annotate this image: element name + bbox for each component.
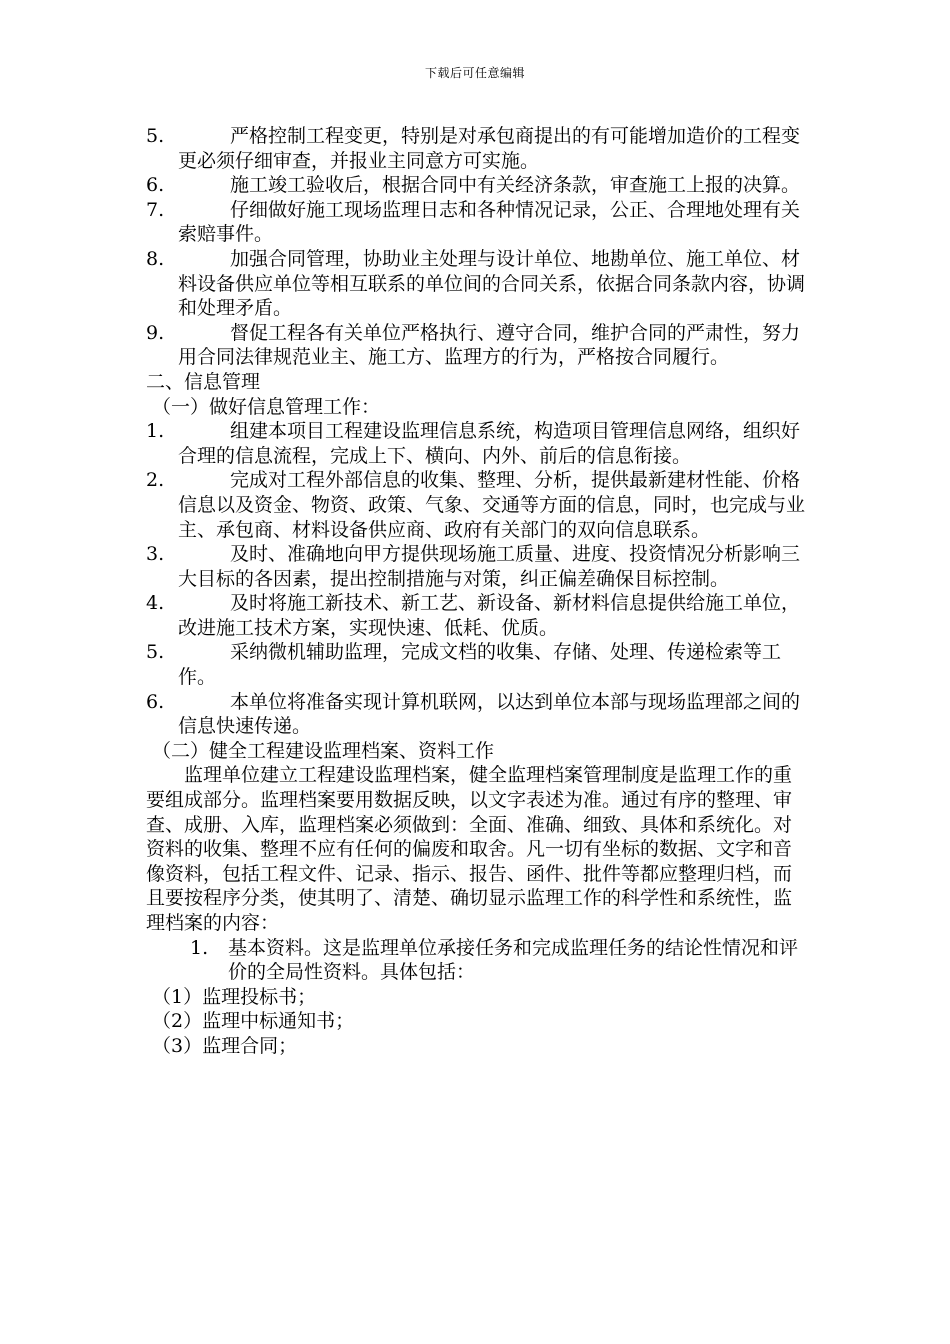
item-number: 6. — [146, 690, 165, 713]
subsection-heading-archive: （二）健全工程建设监理档案、资料工作 — [152, 739, 495, 762]
list-item — [146, 640, 810, 689]
item-number: 7. — [146, 198, 165, 221]
item-number: 6. — [146, 174, 165, 197]
item-text: 组建本项目工程建设监理信息系统，构造项目管理信息网络，组织好合理的信息流程，完成上下、横向、内外、前后的信息衔接。 — [178, 420, 801, 467]
item-number: 8. — [146, 247, 165, 270]
item-text: 仔细做好施工现场监理日志和各种情况记录，公正、合理地处理有关索赔事件。 — [178, 198, 801, 246]
item-number: 3. — [146, 543, 165, 566]
subsection-heading-info-work: （一）做好信息管理工作： — [152, 395, 381, 418]
list-item — [146, 321, 810, 370]
item-number: 4. — [146, 592, 165, 615]
list-item: （1）监理投标书； — [152, 985, 317, 1008]
item-text: 及时、准确地向甲方提供现场施工质量、进度、投资情况分析影响三大目标的各因素，提出控制措施与对策，纠正偏差确保目标控制。 — [178, 543, 801, 590]
item-number: 1. — [146, 420, 165, 443]
list-item — [146, 591, 810, 640]
item-text: 督促工程各有关单位严格执行、遵守合同，维护合同的严肃性，努力用合同法律规范业主、施工方、监理方的行为，严格按合同履行。 — [178, 321, 801, 369]
document-body — [146, 124, 810, 1059]
item-number: 9. — [146, 321, 165, 344]
section-heading-info-management: 二、信息管理 — [146, 370, 261, 393]
item-number: 1. — [190, 936, 209, 959]
page-header: 下载后可任意编辑 — [424, 66, 525, 80]
item-text: 基本资料。这是监理单位承接任务和完成监理任务的结论性情况和评价的全局性资料。具体包括： — [228, 936, 799, 984]
list-item — [146, 247, 810, 321]
basic-materials-item — [146, 936, 810, 985]
item-text: 本单位将准备实现计算机联网，以达到单位本部与现场监理部之间的信息快速传递。 — [178, 690, 801, 738]
list-item — [146, 468, 810, 542]
item-text: 采纳微机辅助监理，完成文档的收集、存储、处理、传递检索等工作。 — [178, 641, 782, 689]
item-text: 完成对工程外部信息的收集、整理、分析，提供最新建材性能、价格信息以及资金、物资、政策、气象、交通等方面的信息，同时，也完成与业主、承包商、材料设备供应商、政府有关部门的双向信息联系。 — [178, 469, 806, 541]
list-item: （3）监理合同； — [152, 1034, 298, 1057]
list-item — [146, 198, 810, 247]
item-text: 严格控制工程变更，特别是对承包商提出的有可能增加造价的工程变更必须仔细审查，并报业主同意方可实施。 — [178, 125, 801, 172]
list-item — [146, 542, 810, 591]
list-item: （2）监理中标通知书； — [152, 1010, 355, 1033]
item-text: 施工竣工验收后，根据合同中有关经济条款，审查施工上报的决算。 — [230, 174, 801, 197]
item-text: 及时将施工新技术、新工艺、新设备、新材料信息提供给施工单位，改进施工技术方案，实现快速、低耗、优质。 — [178, 592, 801, 639]
item-number: 5. — [146, 641, 165, 664]
archive-paragraph: 监理单位建立工程建设监理档案，健全监理档案管理制度是监理工作的重要组成部分。监理档案要用数据反映，以文字表述为准。通过有序的整理、审查、成册、入库，监理档案必须做到：全面、准确、细致、具体和系统化。对资料的收集、整理不应有任何的偏废和取舍。凡一切有坐标的数据、文字和音像资料，包括工程文件、记录、指示、报告、函件、批件等都应整理归档，而且要按程序分类，使其明了、清楚、确切显示监理工作的科学性和系统性，监理档案的内容： — [146, 764, 793, 934]
item-text: 加强合同管理，协助业主处理与设计单位、地勘单位、施工单位、材料设备供应单位等相互联系的单位间的合同关系，依据合同条款内容，协调和处理矛盾。 — [178, 247, 806, 320]
list-item — [146, 419, 810, 468]
info-list — [146, 419, 810, 739]
list-item — [146, 124, 810, 173]
list-item — [146, 173, 810, 198]
item-number: 2. — [146, 469, 165, 492]
item-number: 5. — [146, 125, 165, 147]
contract-list — [146, 124, 810, 370]
list-item — [146, 690, 810, 739]
